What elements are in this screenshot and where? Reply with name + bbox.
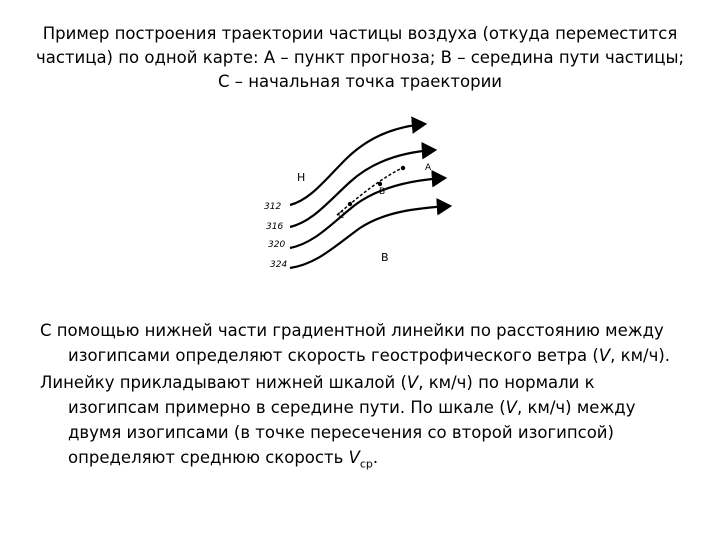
body-text — [40, 318, 680, 478]
isohypse-320 — [290, 178, 445, 248]
paragraph-2-line-4: определяют среднюю скорость $V_{ср}$. — [68, 448, 379, 471]
point-a-label: A — [425, 163, 432, 173]
paragraph-2-line-2: изогипсам примерно в середине пути. По шкале (V, км/ч) между — [68, 398, 636, 417]
point-b-marker — [378, 182, 382, 186]
paragraph-2-line-1: Линейку прикладывают нижней шкалой (V, км/ч) по нормали к — [40, 373, 595, 392]
low-pressure-label: Н — [297, 171, 306, 184]
title-line-1: Пример построения траектории частицы воздуха (откуда переместится — [42, 24, 678, 43]
point-c-marker — [348, 202, 352, 206]
contour-label-320: 320 — [268, 240, 286, 250]
title-line-2: частица) по одной карте: А – пункт прогноза; В – середина пути частицы; — [35, 48, 685, 67]
paragraph-1 — [40, 318, 680, 368]
point-a-marker — [401, 166, 405, 170]
slide-title — [30, 22, 690, 94]
paragraph-2-line-3: двумя изогипсами (в точке пересечения со второй изогипсой) — [68, 423, 614, 442]
contour-label-312: 312 — [264, 202, 282, 212]
contour-label-324: 324 — [270, 260, 288, 270]
paragraph-1-line-1: С помощью нижней части градиентной линейки по расстоянию между — [40, 321, 664, 340]
title-line-3: С – начальная точка траектории — [217, 72, 503, 91]
paragraph-2 — [40, 370, 680, 476]
point-b-label: B — [379, 187, 386, 197]
trajectory-line — [337, 168, 402, 215]
isohypse-316 — [290, 150, 435, 227]
trajectory-diagram — [250, 110, 470, 290]
point-c-label: C — [338, 211, 345, 221]
high-pressure-label: В — [381, 251, 389, 264]
contour-label-316: 316 — [266, 222, 284, 232]
paragraph-1-line-2: изогипсами определяют скорость геострофического ветра (V, км/ч). — [68, 346, 671, 365]
isohypse-312 — [290, 124, 425, 205]
